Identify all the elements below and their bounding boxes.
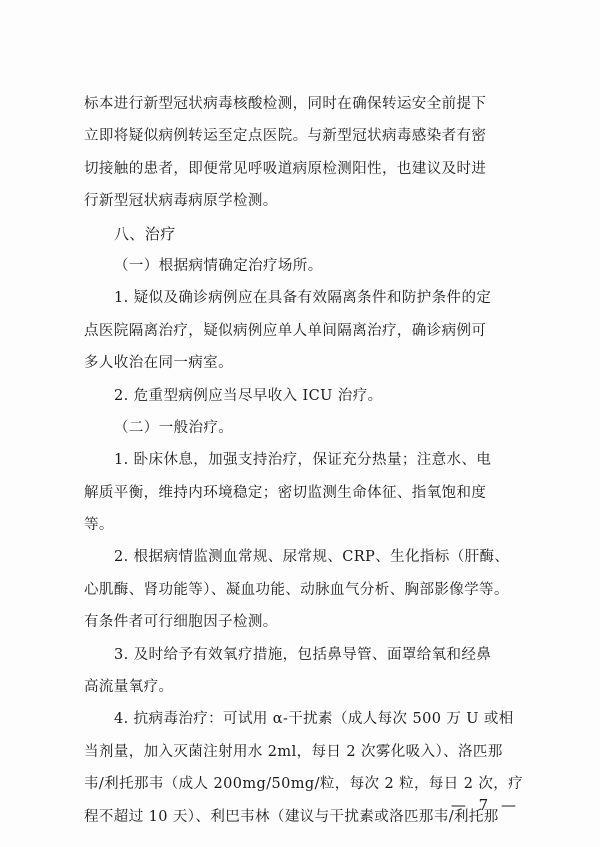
text-line: 3. 及时给予有效氧疗措施，包括鼻导管、面罩给氧和经鼻: [114, 646, 492, 663]
text-line: 2. 根据病情监测血常规、尿常规、CRP、生化指标（肝酶、: [114, 549, 510, 566]
text-line: 1. 疑似及确诊病例应在具备有效隔离条件和防护条件的定: [114, 290, 492, 307]
text-line: 多人收治在同一病室。: [84, 355, 233, 372]
page-number: — 7 —: [450, 796, 520, 814]
text-line: 标本进行新型冠状病毒核酸检测，同时在确保转运安全前提下: [84, 96, 487, 112]
text-line: 解质平衡，维持内环境稳定；密切监测生命体征、指氧饱和度: [84, 484, 487, 501]
text-line: 程不超过 10 天）、利巴韦林（建议与干扰素或洛匹那韦/利托那: [84, 808, 499, 825]
text-line: 韦/利托那韦（成人 200mg/50mg/粒，每次 2 粒，每日 2 次，疗: [84, 776, 524, 793]
text-line: 心肌酶、肾功能等）、凝血功能、动脉血气分析、胸部影像学等。: [84, 581, 509, 598]
text-line: 4. 抗病毒治疗：可试用 α-干扰素（成人每次 500 万 U 或相: [114, 711, 514, 728]
section-heading: 八、治疗: [114, 224, 176, 243]
text-line: 有条件者可行细胞因子检测。: [84, 614, 278, 631]
text-line: 高流量氧疗。: [84, 679, 174, 696]
text-line: 1. 卧床休息，加强支持治疗，保证充分热量；注意水、电: [114, 452, 492, 469]
text-line: 切接触的患者，即便常见呼吸道病原检测阳性，也建议及时进: [84, 160, 487, 177]
text-line: 2. 危重型病例应当尽早收入 ICU 治疗。: [114, 387, 383, 404]
text-line: 行新型冠状病毒病原学检测。: [84, 193, 278, 210]
text-line: 等。: [84, 517, 114, 534]
text-line: 点医院隔离治疗，疑似病例应单人单间隔离治疗，确诊病例可: [84, 322, 487, 339]
text-line: 当剂量，加入灭菌注射用水 2ml，每日 2 次雾化吸入）、洛匹那: [84, 743, 503, 760]
subsection-heading: （二）一般治疗。: [114, 419, 234, 436]
subsection-heading: （一）根据病情确定治疗场所。: [114, 257, 323, 274]
body-text: [84, 88, 526, 833]
text-line: 立即将疑似病例转运至定点医院。与新型冠状病毒感染者有密: [84, 128, 487, 145]
